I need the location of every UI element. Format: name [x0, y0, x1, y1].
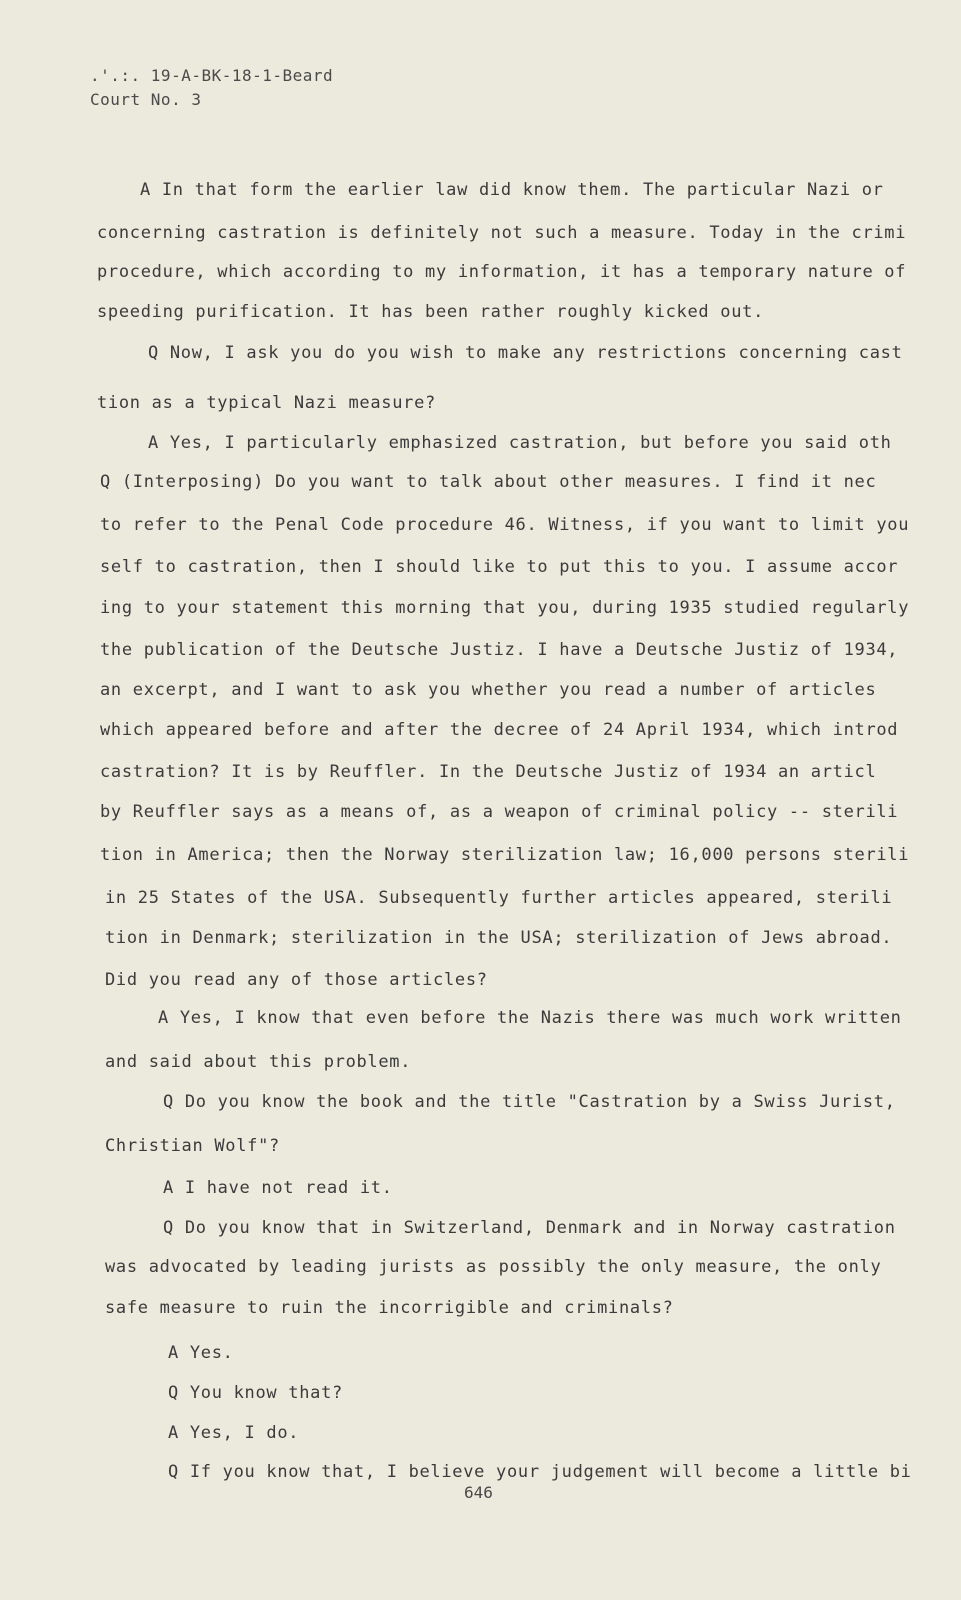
text-line: Q (Interposing) Do you want to talk about other measures. I find it nec — [100, 472, 877, 492]
text-line: Q Do you know the book and the title "Castration by a Swiss Jurist, — [163, 1092, 896, 1112]
text-line: Christian Wolf"? — [105, 1136, 280, 1156]
text-line: A In that form the earlier law did know them. The particular Nazi or — [140, 180, 884, 200]
text-line: by Reuffler says as a means of, as a weapon of criminal policy -- sterili — [100, 802, 899, 822]
header-court: Court No. 3 — [90, 90, 202, 109]
text-line: the publication of the Deutsche Justiz. I have a Deutsche Justiz of 1934, — [100, 640, 899, 660]
text-line: ing to your statement this morning that you, during 1935 studied regularly — [100, 598, 910, 618]
text-line: A Yes. — [168, 1343, 234, 1363]
text-line: safe measure to ruin the incorrigible and criminals? — [105, 1298, 674, 1318]
text-line: tion in America; then the Norway sterilization law; 16,000 persons sterili — [100, 845, 910, 865]
text-line: in 25 States of the USA. Subsequently further articles appeared, sterili — [105, 888, 893, 908]
text-line: A Yes, I do. — [168, 1423, 300, 1443]
text-line: Q If you know that, I believe your judgement will become a little bi — [168, 1462, 912, 1482]
text-line: concerning castration is definitely not such a measure. Today in the crimi — [97, 223, 907, 243]
text-line: A Yes, I particularly emphasized castration, but before you said oth — [148, 433, 892, 453]
text-line: tion in Denmark; sterilization in the USA; sterilization of Jews abroad. — [105, 928, 893, 948]
text-line: castration? It is by Reuffler. In the Deutsche Justiz of 1934 an articl — [100, 762, 877, 782]
text-line: to refer to the Penal Code procedure 46. Witness, if you want to limit you — [100, 515, 910, 535]
header-reference: .'.:. 19-A-BK-18-1-Beard — [90, 66, 334, 85]
text-line: A I have not read it. — [163, 1178, 393, 1198]
text-line: A Yes, I know that even before the Nazis there was much work written — [158, 1008, 902, 1028]
text-line: Did you read any of those articles? — [105, 970, 488, 990]
text-line: self to castration, then I should like to put this to you. I assume accor — [100, 557, 899, 577]
text-line: tion as a typical Nazi measure? — [97, 393, 436, 413]
text-line: speeding purification. It has been rather roughly kicked out. — [97, 302, 765, 322]
text-line: Q Do you know that in Switzerland, Denmark and in Norway castration — [163, 1218, 896, 1238]
text-line: and said about this problem. — [105, 1052, 412, 1072]
text-line: which appeared before and after the decree of 24 April 1934, which introd — [100, 720, 899, 740]
text-line: Q Now, I ask you do you wish to make any restrictions concerning cast — [148, 343, 903, 363]
text-line: Q You know that? — [168, 1383, 343, 1403]
text-line: procedure, which according to my information, it has a temporary nature of — [97, 262, 907, 282]
page-number: 646 — [464, 1483, 493, 1502]
text-line: was advocated by leading jurists as possibly the only measure, the only — [105, 1257, 882, 1277]
text-line: an excerpt, and I want to ask you whether you read a number of articles — [100, 680, 877, 700]
